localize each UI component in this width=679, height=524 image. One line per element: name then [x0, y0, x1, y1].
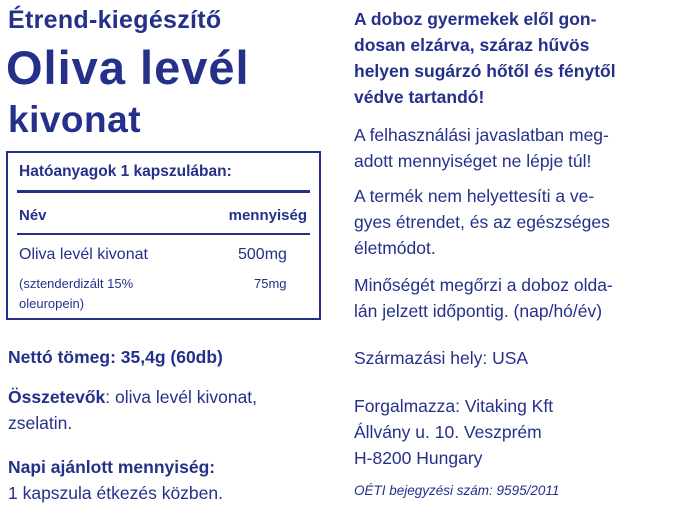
- origin: Származási hely: USA: [354, 348, 529, 368]
- dose-line: adott mennyiséget ne lépje túl!: [354, 151, 592, 171]
- registration-number: OÉTI bejegyzési szám: 9595/2011: [354, 483, 560, 498]
- storage-line: védve tartandó!: [354, 87, 485, 107]
- dosage: [8, 454, 324, 506]
- dose-line: A felhasználási javaslatban meg-: [354, 125, 609, 145]
- diet-notice: [354, 183, 666, 261]
- expiry-line: lán jelzett időpontig. (nap/hó/év): [354, 301, 603, 321]
- column-header-quantity: mennyiség: [228, 207, 307, 224]
- table-rule-thin: [17, 233, 310, 235]
- composition-line: [8, 384, 324, 410]
- storage-line: dosan elzárva, száraz hűvös: [354, 35, 590, 55]
- composition: [8, 384, 324, 436]
- ingredients-heading: Hatóanyagok 1 kapszulában:: [19, 163, 232, 180]
- expiry-line: Minőségét megőrzi a doboz olda-: [354, 275, 613, 295]
- column-header-name: Név: [19, 207, 47, 224]
- diet-line: A termék nem helyettesíti a ve-: [354, 186, 595, 206]
- composition-text: : oliva levél kivonat,: [105, 387, 258, 407]
- dose-warning: [354, 122, 666, 174]
- diet-line: életmódot.: [354, 238, 436, 258]
- distributor-line: H-8200 Hungary: [354, 448, 483, 468]
- note-line: (sztenderdizált 15%: [19, 276, 134, 291]
- dosage-label: Napi ajánlott mennyiség:: [8, 457, 216, 477]
- ingredient-standardization-note: [19, 274, 199, 314]
- storage-line: A doboz gyermekek elől gon-: [354, 9, 597, 29]
- diet-line: gyes étrendet, és az egészséges: [354, 212, 610, 232]
- composition-label: Összetevők: [8, 387, 106, 407]
- note-line: oleuropein): [19, 296, 85, 311]
- standardization-quantity: 75mg: [254, 276, 287, 291]
- product-title-line1: Oliva levél: [6, 41, 250, 94]
- net-weight: Nettó tömeg: 35,4g (60db): [8, 347, 223, 367]
- storage-warning: [354, 6, 666, 110]
- storage-line: helyen sugárzó hőtől és fénytől: [354, 61, 616, 81]
- composition-line: zselatin.: [8, 413, 73, 433]
- table-rule-thick: [17, 190, 310, 193]
- dosage-text: 1 kapszula étkezés közben.: [8, 483, 223, 503]
- ingredient-name: Oliva levél kivonat: [19, 246, 148, 263]
- distributor-line: Forgalmazza: Vitaking Kft: [354, 396, 554, 416]
- distributor: [354, 393, 666, 471]
- expiry-notice: [354, 272, 666, 324]
- product-title-line2: kivonat: [8, 99, 142, 140]
- product-category: Étrend-kiegészítő: [8, 6, 222, 34]
- distributor-line: Állvány u. 10. Veszprém: [354, 422, 542, 442]
- ingredients-table: [6, 151, 321, 320]
- ingredient-quantity: 500mg: [238, 246, 287, 263]
